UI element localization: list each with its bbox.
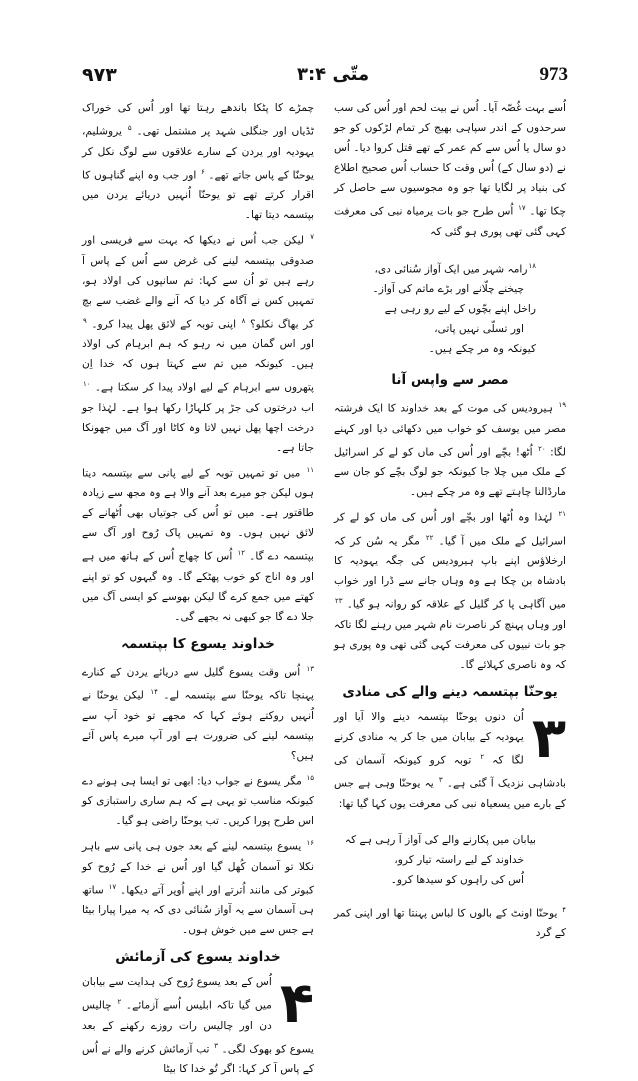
right-column <box>334 98 566 945</box>
verse-text: ساتھ ہی آسمان سے یہ آواز سُنائی دی کہ یہ میرا پیارا بیٹا ہے جس سے میں خوش ہوں۔ <box>82 884 314 937</box>
verse-text: اور اس گمان میں نہ رہو کہ ہم ابرہام کی اولاد ہیں۔ کیونکہ میں تم سے کہتا ہوں کہ خدا اِن پتھروں سے ابرہام کے لیے اولاد پیدا کر سکتا ہے۔ <box>82 338 314 394</box>
poetry-line <box>344 256 536 280</box>
poetry-text: رامہ شہر میں ایک آواز سُنائی دی، <box>374 263 528 276</box>
verse-text: مگر یسوع نے جواب دیا: ابھی تو ایسا ہی ہونے دے کیونکہ مناسب تو یہی ہے کہ ہم ساری راستبازی کو اس طرح پورا کریں۔ تب یوحنّا راضی ہو گیا۔ <box>82 775 314 828</box>
verse-text: مگر یہ سُن کر کہ ارخلاؤس اپنے باپ ہیرودیس کی جگہ یہودیہ کا بادشاہ بن چکا ہے وہ وہاں جانے سے ڈرا اور خواب میں آگاہی پا کر گلیل کے علاقہ کو روانہ ہو گیا۔ <box>334 535 566 611</box>
paragraph <box>82 227 314 458</box>
verse-text: یسوع بپتسمہ لینے کے بعد جوں ہی پانی سے باہر نکلا تو آسمان کُھل گیا اور اُس نے خدا کے رُوح کو کبوتر کی مانند اُترتے اور اپنے اُوپر آتے دیکھا۔ <box>82 840 314 897</box>
verse-number: ۲۰ <box>538 444 546 453</box>
paragraph <box>82 768 314 832</box>
verse-number: ۱۸ <box>528 261 536 270</box>
verse-number: ۳ <box>438 776 443 785</box>
verse-text: یہ یوحنّا وہی ہے جس کے بارے میں یسعیاہ نبی کی معرفت یوں کہا گیا تھا: <box>334 777 566 810</box>
verse-number: ۱۴ <box>150 688 158 697</box>
verse-text: ہیرودیس کی موت کے بعد خداوند کا ایک فرشتہ مصر میں یوسف کو خواب میں دکھائی دیا اور کہنے لگا: <box>334 402 567 459</box>
paragraph <box>82 460 314 627</box>
verse-text: لہٰذا وہ اُٹھا اور بچّے اور اُس کی ماں کو لے کر اسرائیل کے ملک میں آ گیا۔ <box>334 511 566 548</box>
verse-number: ۷ <box>310 233 314 242</box>
verse-text: اپنی توبہ کے لائق پھل پیدا کرو۔ <box>91 318 237 331</box>
verse-number: ۵ <box>127 124 132 132</box>
verse-number: ۱۹ <box>558 401 566 410</box>
verse-number: ۳ <box>214 1041 218 1050</box>
poetry-line: راخل اپنے بچّوں کے لیے رو رہی ہے <box>384 303 536 316</box>
page-number-urdu: ۹۷۳ <box>82 64 117 86</box>
poetry-line: اور تسلّی نہیں پاتی، <box>434 323 524 336</box>
verse-number: ۱۶ <box>306 839 314 848</box>
verse-text: یوحنّا اونٹ کے بالوں کا لباس پہنتا تھا اور اپنی کمر کے گرد <box>334 907 566 940</box>
poetry-line: خداوند کے لیے راستہ تیار کرو، <box>394 853 524 866</box>
verse-text: اور جب وہ اپنے گناہوں کا اقرار کرتے تھے تو یوحنّا اُنہیں دریائے یردن میں بپتسمہ دیتا تھا۔ <box>82 169 314 222</box>
verse-number: ۲ <box>117 998 122 1007</box>
verse-number: ۱۱ <box>306 465 314 474</box>
verse-number: ۱۲ <box>237 549 245 558</box>
verse-text: اُس کے بعد یسوع رُوح کی ہدایت سے بیابان میں گیا تاکہ ابلیس اُسے آزمائے۔ <box>82 976 272 1012</box>
verse-number: ۶ <box>200 167 205 176</box>
verse-number: ۱۳ <box>306 664 314 673</box>
verse-text: تب آزمائش کرنے والے نے اُس کے پاس آ کر کہا: اگر تُو خدا کا بیٹا <box>82 1043 314 1076</box>
verse-number: ۲۱ <box>558 510 567 519</box>
verse-text: اُن دنوں یوحنّا بپتسمہ دینے والا آیا اور یہودیہ کے بیابان میں جا کر یہ منادی کرنے لگا کہ <box>334 710 524 767</box>
paragraph <box>334 395 566 502</box>
verse-text: اُس کا چھاج اُس کے ہاتھ میں ہے اور وہ اناج کو خوب پھٹکے گا۔ وہ گیہوں کو تو اپنے کھتے میں جمع کرے گا لیکن بھوسے کو ایسی آگ میں جلا دے گا جو کبھی نہ بجھے گی۔ <box>82 550 314 623</box>
paragraph <box>82 98 314 225</box>
chapter-number: ۳ <box>531 705 566 771</box>
section-heading: یوحنّا بپتسمہ دینے والے کی منادی <box>342 683 558 700</box>
verse-text: اُسے بہت غُصّہ آیا۔ اُس نے بیت لحم اور اُس کی سب سرحدوں کے اندر سپاہی بھیج کر تمام لڑکوں کو جو دو سال یا اُس سے کم عمر کے تھے قتل کروا دیا۔ اُس نے (دو سال کے) اُس وقت کا حساب اُس صحیح اطلاع کی بنیاد پر لگایا تھا جو وہ مجوسیوں سے حاصل کر چکا تھا۔ <box>334 102 567 218</box>
poetry-line: اُس کی راہوں کو سیدھا کرو۔ <box>390 873 524 886</box>
verse-text: یروشلیم، یہودیہ اور یردن کے سارے علاقوں سے لوگ نکل کر یوحنّا کے پاس جاتے تھے۔ <box>82 125 314 182</box>
paragraph <box>334 900 566 944</box>
poetry-block <box>344 256 536 360</box>
verse-number: ۸ <box>241 316 246 325</box>
verse-text: میں تو تمہیں توبہ کے لیے پانی سے بپتسمہ دیتا ہوں لیکن جو میرے بعد آنے والا ہے وہ مجھ سے زیادہ طاقتور ہے۔ میں تو اُس کی جوتیاں بھی اُٹھانے کے لائق نہیں ہوں۔ وہ تمہیں پاک رُوح اور آگ سے بپتسمہ دے گا۔ <box>82 467 314 563</box>
paragraph <box>334 98 566 242</box>
verse-number: ۲ <box>480 752 485 761</box>
verse-number: ۲۳ <box>335 597 343 606</box>
verse-text: اُس طرح جو بات یرمیاہ نبی کی معرفت کہی گئی تھی پوری ہو گئی کہ <box>334 205 566 238</box>
poetry-line: بیابان میں پکارنے والے کی آواز آ رہی ہے کہ <box>344 833 536 846</box>
verse-text: چالیس دن اور چالیس رات روزے رکھنے کے بعد یسوع کو بھوک لگی۔ <box>82 999 315 1056</box>
paragraph <box>334 504 566 675</box>
poetry-line: کیونکہ وہ مر چکے ہیں۔ <box>428 343 536 356</box>
verse-number: ۹ <box>83 316 87 325</box>
left-column <box>82 98 314 1081</box>
verse-text: اُٹھ! بچّے اور اُس کی ماں کو لے کر اسرائیل کے ملک میں چلا جا کیونکہ جو لوگ بچّے کو جان سے مارڈالنا چاہتے تھے وہ مر چکے ہیں۔ <box>334 446 566 499</box>
verse-number: ۱۷ <box>518 204 526 212</box>
page-number-latin: 973 <box>539 64 568 85</box>
poetry-block <box>344 830 536 890</box>
paragraph <box>82 659 314 766</box>
section-heading: خداوند یسوع کا بپتسمہ <box>121 635 275 652</box>
verse-text: لیکن جب اُس نے دیکھا کہ بہت سے فریسی اور صدوقی بپتسمہ لینے کی غرض سے اُس کے پاس آ رہے ہیں تو اُن سے کہا: تم سانپوں کی اولاد ہو، تمہیں کس نے آگاہ کر دیا کہ آنے والے غضب سے بچ کر بھاگ نکلو؟ <box>82 234 314 331</box>
chapter-start <box>82 972 314 1081</box>
chapter-start <box>334 707 566 816</box>
verse-number: ۲۲ <box>425 533 434 542</box>
verse-number: ۱۷ <box>108 882 117 891</box>
verse-text: اور وہاں پہنچ کر ناصرت نام شہر میں رہنے لگا تاکہ جو بات نبیوں کی معرفت کہی گئی تھی وہ پوری ہو کہ وہ ناصری کہلائے گا۔ <box>334 618 566 671</box>
section-heading: خداوند یسوع کی آزمائش <box>115 949 281 966</box>
verse-number: ۴ <box>562 905 566 914</box>
verse-text: اُس وقت یسوع گلیل سے دریائے یردن کے کنارے پہنچا تاکہ یوحنّا سے بپتسمہ لے۔ <box>82 666 314 702</box>
verse-text: اب درختوں کی جڑ پر کلہاڑا رکھا ہوا ہے۔ لہٰذا جو درخت اچھا پھل نہیں لاتا وہ کاٹا اور آگ میں جھونکا جاتا ہے۔ <box>82 401 314 454</box>
verse-number: ۱۰ <box>83 380 91 389</box>
verse-text: توبہ کرو کیونکہ آسمان کی بادشاہی نزدیک آ گئی ہے۔ <box>334 754 567 790</box>
verse-text: چمڑے کا پٹکا باندھے رہتا تھا اور اُس کی خوراک ٹڈیاں اور جنگلی شہد پر مشتمل تھی۔ <box>82 102 315 138</box>
verse-number: ۱۵ <box>306 773 315 782</box>
chapter-number: ۴ <box>279 971 314 1037</box>
verse-text: لیکن یوحنّا نے اُنہیں روکتے ہوئے کہا کہ مجھے تو خود آپ سے بپتسمہ لینے کی ضرورت ہے اور آپ میرے پاس آئے ہیں؟ <box>82 689 314 762</box>
page-header <box>82 64 568 90</box>
paragraph <box>82 833 314 940</box>
section-heading: مصر سے واپس آنا <box>391 372 509 389</box>
poetry-line: چیخنے چلّانے اور بڑے ماتم کی آواز۔ <box>372 283 524 296</box>
running-title: متّی ۳:۴ <box>297 64 370 85</box>
